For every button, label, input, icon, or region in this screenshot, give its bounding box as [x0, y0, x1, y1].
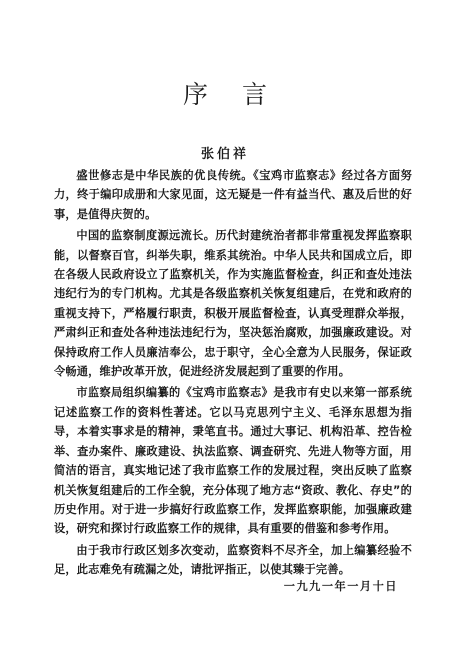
page-title: 序言	[182, 80, 301, 109]
paragraph-2: 中国的监察制度源远流长。历代封建统治者都非常重视发挥监察职能，以督察百官，纠举失职，维系其统治。中华人民共和国成立后，即在各级人民政府设立了监察机关，作为实施监督检查，纠正和查处违法违纪行为的专门机构。尤其是各级监察机关恢复组建后，在党和政府的重视支持下，严格履行职责，积极开展监督检查，认真受理群众举报，严肃纠正和查处各种违法违纪行为，坚决惩治腐败，加强廉政建设。对保持政府工作人员廉洁奉公，忠于职守，全心全意为人民服务，保证政令畅通，维护改革开放，促进经济发展起到了重要的作用。	[54, 229, 412, 379]
signature-date: 一九九一年一月十日	[283, 580, 398, 593]
author-name: 张伯祥	[200, 147, 249, 162]
body-text	[54, 166, 412, 580]
paragraph-3: 市监察局组织编纂的《宝鸡市监察志》是我市有史以来第一部系统记述监察工作的资料性著述。它以马克思列宁主义、毛泽东思想为指导，本着实事求是的精神，秉笔直书。通过大事记、机构沿革、控告检举、查办案件、廉政建设、执法监察、调查研究、先进人物等方面，用简洁的语言，真实地记述了我市监察工作的发展过程，突出反映了监察机关恢复组建后的工作全貌，充分体现了地方志“资政、教化、存史”的历史作用。对于进一步搞好行政监察工作，发挥监察职能，加强廉政建设，研究和探讨行政监察工作的规律，具有重要的借鉴和参考作用。	[54, 386, 412, 536]
paragraph-4: 由于我市行政区划多次变动，监察资料不尽齐全，加上编纂经验不足，此志难免有疏漏之处，请批评指正，以使其臻于完善。	[54, 543, 412, 577]
paragraph-1: 盛世修志是中华民族的优良传统。《宝鸡市监察志》经过各方面努力，终于编印成册和大家见面，这无疑是一件有益当代、惠及后世的好事，是值得庆贺的。	[54, 169, 412, 221]
